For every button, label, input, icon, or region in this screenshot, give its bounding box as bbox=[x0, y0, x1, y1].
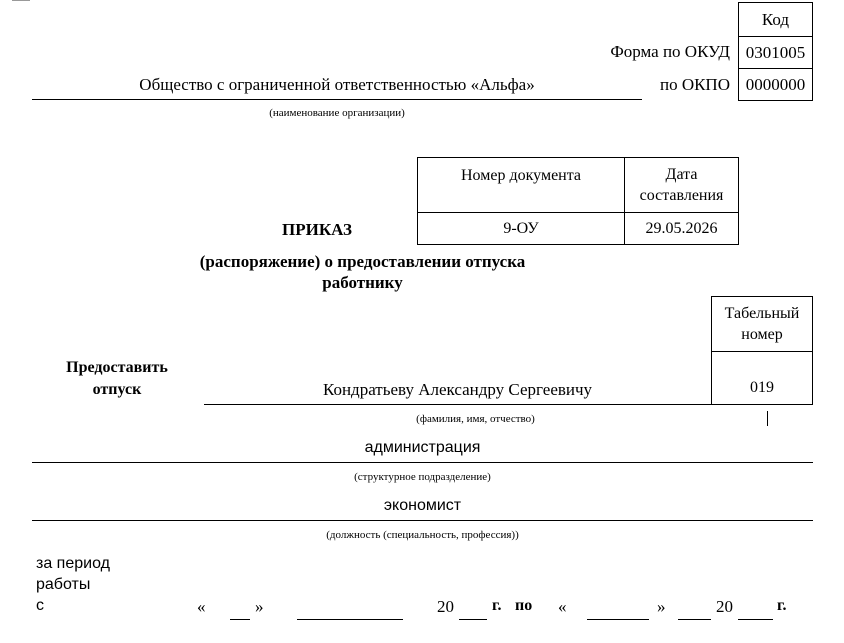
organization-caption: (наименование организации) bbox=[269, 107, 405, 119]
employee-full-name: Кондратьеву Александру Сергеевичу bbox=[322, 380, 593, 399]
tab-number-header-cell bbox=[711, 296, 813, 352]
department-caption: (структурное подразделение) bbox=[354, 471, 491, 483]
to-day-quote-close: » bbox=[657, 597, 666, 616]
okpo-code: 0000000 bbox=[745, 74, 806, 94]
okpo-label: по ОКПО bbox=[659, 75, 730, 94]
organization-name: Общество с ограниченной ответственностью «Альфа» bbox=[139, 75, 535, 94]
department-underline bbox=[32, 462, 813, 463]
to-year-suffix: г. bbox=[777, 597, 787, 614]
corner-mark bbox=[12, 0, 30, 1]
tab-number-cell bbox=[711, 351, 813, 405]
document-title: ПРИКАЗ bbox=[282, 220, 352, 239]
document-subtitle-line2: работнику bbox=[322, 273, 403, 292]
period-label-line1: за период bbox=[36, 555, 110, 572]
doc-number-cell bbox=[417, 212, 625, 245]
code-header-cell bbox=[738, 2, 813, 37]
position-caption: (должность (специальность, профессия)) bbox=[326, 529, 519, 541]
okud-label: Форма по ОКУД bbox=[610, 42, 730, 61]
okud-code: 0301005 bbox=[745, 42, 806, 62]
period-to-label: по bbox=[515, 597, 533, 614]
doc-number-value: 9-ОУ bbox=[503, 219, 539, 237]
employee-name-caption: (фамилия, имя, отчество) bbox=[416, 413, 535, 425]
to-year-prefix: 20 bbox=[716, 597, 733, 616]
from-day-quote-open: « bbox=[197, 597, 206, 616]
caption-divider-mark bbox=[767, 411, 768, 426]
from-day-quote-close: » bbox=[255, 597, 264, 616]
to-month-blank bbox=[678, 619, 711, 620]
from-month-blank bbox=[297, 619, 403, 620]
document-subtitle-line1: (распоряжение) о предоставлении отпуска bbox=[199, 252, 526, 271]
from-year-prefix: 20 bbox=[437, 597, 454, 616]
department-value: администрация bbox=[364, 439, 481, 456]
position-underline bbox=[32, 520, 813, 521]
doc-number-header: Номер документа bbox=[460, 167, 582, 184]
to-year-blank bbox=[738, 619, 773, 620]
doc-number-header-cell bbox=[417, 157, 625, 213]
tab-number-header-line1: Табельный bbox=[724, 305, 800, 322]
to-day-quote-open: « bbox=[558, 597, 567, 616]
grant-leave-label-line1: Предоставить bbox=[66, 359, 168, 376]
from-day-blank bbox=[230, 619, 250, 620]
from-year-suffix: г. bbox=[492, 597, 502, 614]
doc-date-header-line1: Дата bbox=[665, 166, 698, 183]
code-header: Код bbox=[761, 9, 790, 29]
organization-underline bbox=[32, 99, 642, 100]
grant-leave-label-line2: отпуск bbox=[92, 381, 142, 398]
position-value: экономист bbox=[383, 497, 462, 514]
okpo-code-cell bbox=[738, 68, 813, 101]
doc-date-cell bbox=[624, 212, 739, 245]
doc-date-header-line2: составления bbox=[639, 187, 724, 204]
doc-date-header-cell bbox=[624, 157, 739, 213]
from-year-blank bbox=[459, 619, 487, 620]
doc-date-value: 29.05.2026 bbox=[645, 219, 718, 237]
period-label-line2: работы bbox=[36, 576, 91, 593]
to-day-blank bbox=[587, 619, 649, 620]
employee-name-underline bbox=[204, 404, 712, 405]
tab-number-header-line2: номер bbox=[741, 326, 783, 343]
tab-number-value: 019 bbox=[750, 379, 774, 396]
period-from-prefix: с bbox=[36, 597, 44, 614]
okud-code-cell bbox=[738, 36, 813, 69]
